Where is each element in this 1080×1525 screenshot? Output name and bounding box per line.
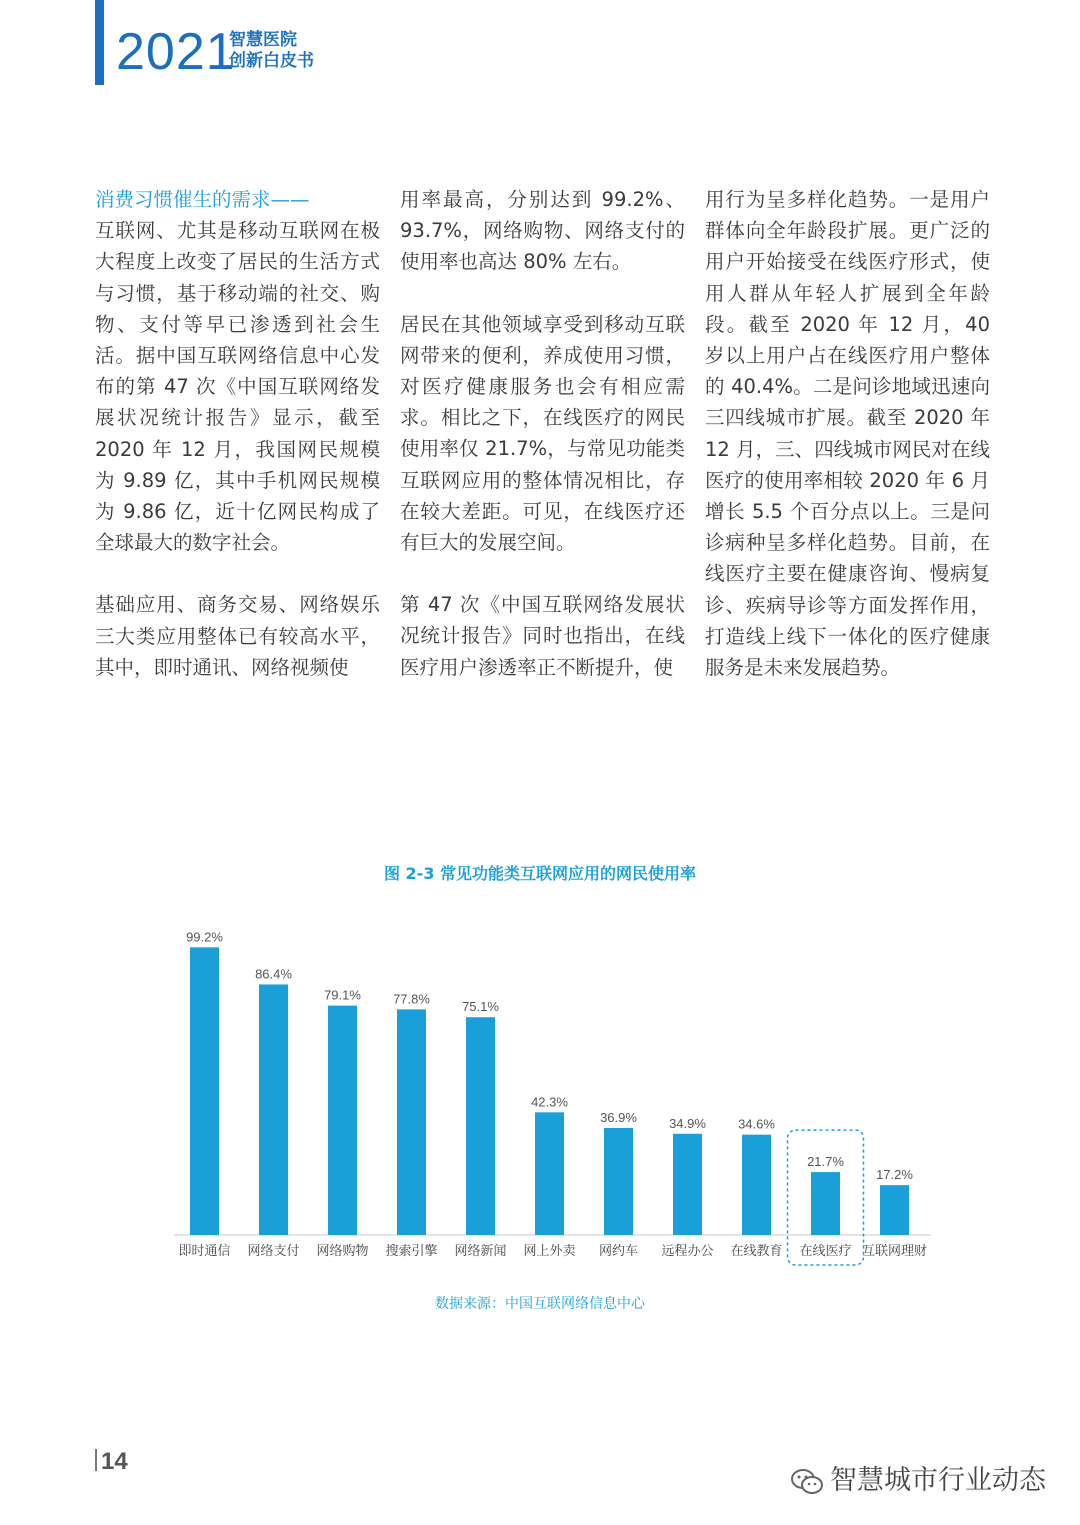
paragraph: 用率最高，分别达到 99.2%、93.7%，网络购物、网络支付的使用率也高达 80% 左右。 [400, 188, 685, 274]
chart-title: 图 2-3 常见功能类互联网应用的网民使用率 [383, 864, 697, 883]
bar [259, 984, 288, 1235]
category-label: 网约车 [598, 1244, 639, 1259]
chart-source: 数据来源：中国互联网络信息中心 [435, 1296, 645, 1312]
category-label: 在线教育 [730, 1244, 783, 1259]
category-label: 即时通信 [178, 1244, 231, 1259]
paragraph: 第 47 次《中国互联网络发展状况统计报告》同时也指出，在线医疗用户渗透率正不断提升，使 [400, 593, 685, 679]
category-label: 网络新闻 [454, 1244, 507, 1259]
category-label: 网络支付 [247, 1244, 300, 1259]
data-label: 42.3% [531, 1094, 568, 1110]
section-heading: 消费习惯催生的需求—— [95, 188, 310, 211]
paragraph: 基础应用、商务交易、网络娱乐三大类应用整体已有较高水平，其中，即时通讯、网络视频使 [95, 593, 380, 679]
bar [880, 1185, 909, 1235]
data-label: 79.1% [324, 987, 361, 1003]
category-label: 网上外卖 [523, 1244, 576, 1259]
header-subtitle-line2: 创新白皮书 [229, 51, 314, 71]
data-label: 99.2% [186, 929, 223, 945]
header-year: 2021 [116, 23, 236, 81]
watermark [790, 1458, 1046, 1497]
category-label: 网络购物 [316, 1244, 369, 1259]
bar [673, 1134, 702, 1235]
paragraph: 用行为呈多样化趋势。一是用户群体向全年龄段扩展。更广泛的用户开始接受在线医疗形式，使用人群从年轻人扩展到全年龄段。截至 2020 年 12 月，40 岁以上用户占在线医疗用户整体的 40.4%。二是问诊地域迅速向三四线城市扩展。截至 2020 年 12 月，三、四线城市网民对在线医疗的使用率相较 2020 年 6 月增长 5.5 个百分点以上。三是问诊病种呈多样化趋势。目前，在线医疗主要在健康咨询、慢病复诊、疾病导诊等方面发挥作用，打造线上线下一体化的医疗健康服务是未来发展趋势。 [705, 188, 990, 680]
paragraph-text: 互联网、尤其是移动互联网在极大程度上改变了居民的生活方式与习惯，基于移动端的社交、购物、支付等早已渗透到社会生活。据中国互联网络信息中心发布的第 47 次《中国互联网络发展状况统计报告》显示，截至 2020 年 12 月，我国网民规模为 9.89 亿，其中手机网民规模为 9.86 亿，近十亿网民构成了全球最大的数字社会。 [95, 219, 380, 555]
header-subtitle-line1: 智慧医院 [229, 30, 297, 50]
data-label: 21.7% [807, 1154, 844, 1170]
text-column-2 [400, 184, 685, 714]
data-label: 77.8% [393, 991, 430, 1007]
page-number-text: 14 [101, 1448, 128, 1475]
paragraph: 居民在其他领域享受到移动互联网带来的便利，养成使用习惯，对医疗健康服务也会有相应需求。相比之下，在线医疗的网民使用率仅 21.7%，与常见功能类互联网应用的整体情况相比，存在较大差距。可见，在线医疗还有巨大的发展空间。 [400, 312, 685, 555]
category-label: 远程办公 [661, 1244, 714, 1259]
data-label: 34.9% [669, 1115, 706, 1131]
data-label: 86.4% [255, 966, 292, 982]
data-label: 75.1% [462, 999, 499, 1015]
watermark-text: 智慧城市行业动态 [830, 1465, 1046, 1496]
category-label: 在线医疗 [799, 1244, 852, 1259]
page-number-tick [95, 1449, 97, 1471]
bar [328, 1006, 357, 1235]
page-number [95, 1448, 128, 1476]
bar [466, 1017, 495, 1235]
data-label: 36.9% [600, 1109, 637, 1125]
data-label: 34.6% [738, 1116, 775, 1132]
bar [811, 1172, 840, 1235]
text-column-3 [705, 184, 990, 714]
bar [190, 947, 219, 1235]
category-label: 互联网理财 [861, 1244, 928, 1259]
bar [742, 1135, 771, 1235]
bar-chart [170, 915, 950, 1270]
bar [604, 1128, 633, 1235]
text-column-1 [95, 184, 380, 714]
header-subtitle [229, 30, 314, 72]
category-label: 搜索引擎 [385, 1244, 438, 1259]
data-label: 17.2% [876, 1167, 913, 1183]
bar [397, 1009, 426, 1235]
header-accent-bar [95, 0, 104, 85]
paragraph [95, 184, 380, 558]
bar [535, 1112, 564, 1235]
wechat-icon [790, 1468, 824, 1496]
